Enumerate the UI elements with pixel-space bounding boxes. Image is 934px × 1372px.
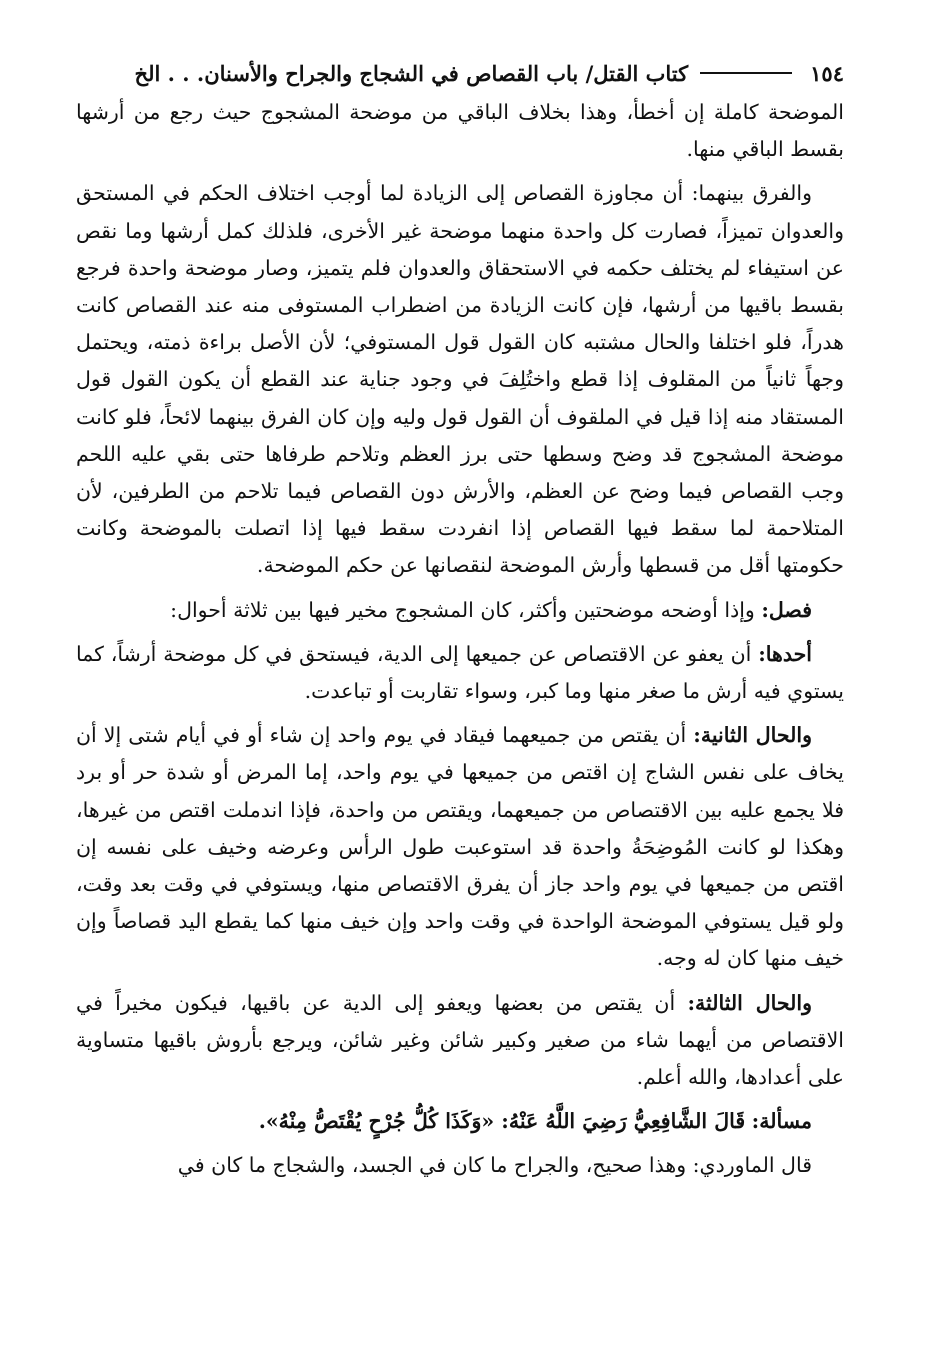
paragraph-mawardi bbox=[76, 1147, 844, 1184]
paragraph-case-three bbox=[76, 985, 844, 1097]
page-header bbox=[76, 54, 844, 92]
body-text bbox=[76, 94, 844, 1185]
page-number: ١٥٤ bbox=[810, 60, 844, 86]
case-label-one: أحدها: bbox=[758, 641, 812, 666]
paragraph-text: والفرق بينهما: أن مجاوزة القصاص إلى الزيادة لما أوجب اختلاف الحكم في المستحق والعدوان تميزاً، فصارت كل واحدة منهما موضحة غير الأخرى، فلذلك كمل أرشها وما نقص عن استيفاء لم يختلف حكمه في الاستحقاق والعدوان فلم يتميز، وصار موضحة واحدة فرجع بقسط باقيها من أرشها، فإن كانت الزيادة من اضطراب المستوفى منه عند القصاص كانت هدراً، فلو اختلفا والحال مشتبه كان القول قول المستوفي؛ لأن الأصل براءة ذمته، ويحتمل وجهاً ثانياً من المقلوف إذا قطع واختُلِفَ في وجود جناية عند القطع أن يكون القول قول المستقاد منه إذا قيل في الملقوف أن القول قول وليه وإن كان الفرق بينهما لائحاً، فلو كانت موضحة المشجوج قد وضح وسطها حتى برز العظم وتلاحم طرفاها حتى بقي عليه اللحم وجب القصاص فيما وضح عن العظم، والأرش دون القصاص فيما تلاحم من الطرفين، لأن المتلاحمة لما سقط فيها القصاص إذا انفردت سقط فيها إذا اتصلت بالموضحة وكانت حكومتها أقل من قسطها وأرش الموضحة لنقصانها عن حكم الموضحة. bbox=[76, 181, 844, 578]
paragraph-2 bbox=[76, 175, 844, 584]
header-rule bbox=[700, 72, 792, 74]
paragraph-text: الموضحة كاملة إن أخطأ، وهذا بخلاف الباقي من موضحة المشجوج حيث رجع من أرشها بقسط الباقي منها. bbox=[76, 100, 844, 162]
paragraph-1 bbox=[76, 94, 844, 168]
paragraph-fasl bbox=[76, 592, 844, 629]
running-title: كتاب القتل/ باب القصاص في الشجاج والجراح والأسنان. . . الخ bbox=[134, 60, 689, 86]
paragraph-text: أن يقتص من بعضها ويعفو إلى الدية عن باقيها، فيكون مخيراً في الاقتصاص من أيهما شاء من صغير وكبير شائن وغير شائن، ويرجع بأروش باقيها متساوية على أعدادها، والله أعلم. bbox=[76, 990, 844, 1090]
section-label-fasl: فصل: bbox=[761, 597, 812, 622]
paragraph-text: أن يعفو عن الاقتصاص عن جميعها إلى الدية، فيستحق في كل موضحة أرشاً، كما يستوي فيه أرش ما صغر منها وما كبر، وسواء تقاربت أو تباعدت. bbox=[76, 641, 844, 704]
paragraph-case-one bbox=[76, 636, 844, 710]
case-label-two: والحال الثانية: bbox=[693, 723, 812, 748]
case-label-three: والحال الثالثة: bbox=[687, 990, 812, 1015]
paragraph-masala bbox=[76, 1103, 844, 1140]
paragraph-text: وإذا أوضحه موضحتين وأكثر، كان المشجوج مخير فيها بين ثلاثة أحوال: bbox=[170, 597, 755, 622]
paragraph-case-two bbox=[76, 717, 844, 977]
paragraph-text: أن يقتص من جميعهما فيقاد في يوم واحد إن شاء أو في أيام شتى إلا أن يخاف على نفس الشاج إن اقتص من جميعها في يوم واحد، إما المرض أو شدة حر أو برد فلا يجمع عليه بين الاقتصاص من جميعهما، ويقتص من واحدة، فإذا اندملت اقتص من غيرها، وهكذا لو كانت المُوضِحَةُ واحدة قد استوعبت طول الرأس وعرضه وخيف على نفسه إن اقتص من جميعها في يوم واحد جاز أن يفرق الاقتصاص منها، ويستوفي في وقت بعد وقت، ولو قيل يستوفي الموضحة الواحدة في وقت واحد وإن خيف منها كما يقطع اليد قصاصاً وإن خيف منها كان له وجه. bbox=[76, 723, 844, 971]
document-page bbox=[76, 54, 844, 1192]
paragraph-text: قال الماوردي: وهذا صحيح، والجراح ما كان في الجسد، والشجاج ما كان في bbox=[177, 1153, 812, 1178]
shafii-quote: قَالَ الشَّافِعِيُّ رَضِيَ اللَّهُ عَنْهُ: «وَكَذَا كُلُّ جُرْحٍ يُقْتَصُّ مِنْهُ». bbox=[258, 1109, 746, 1134]
section-label-masala: مسألة: bbox=[751, 1109, 812, 1134]
